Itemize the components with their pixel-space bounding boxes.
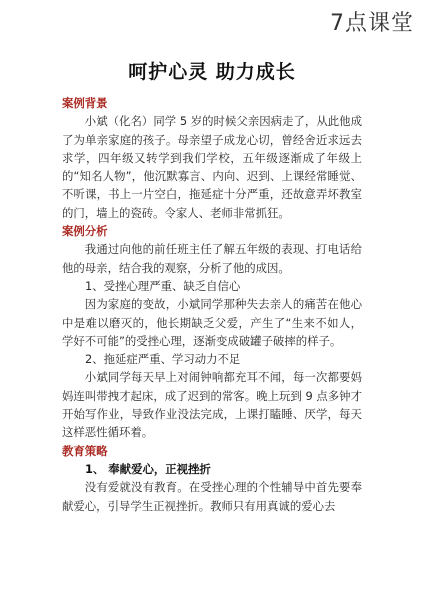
paragraph: 小斌（化名）同学 5 岁的时候父亲因病走了，从此他成了为单亲家庭的孩子。母亲望子成龙心切，曾经舍近求远去求学，四年级又转学到我们学校，五年级逐渐成了年级上的“知名人物”，他沉默寡言、内向、迟到、上课经常睡觉、不听课，书上一片空白，拖延症十分严重，还故意弄坏教室的门，墙上的瓷砖。令家人、老师非常抓狂。 — [62, 114, 362, 220]
paragraph: 小斌同学每天早上对闹钟响都充耳不闻，每一次都要妈妈连叫带拽才起床，成了迟到的常客。晚上玩到 9 点多钟才开始写作业，导致作业没法完成，上课打瞌睡、厌学，每天这样恶性循环着。 — [62, 370, 362, 440]
document-title: 呵护心灵 助力成长 — [128, 61, 296, 83]
subheading: 1、受挫心理严重、缺乏自信心 — [85, 278, 241, 293]
section-heading-strategy: 教育策略 — [62, 443, 108, 458]
section-heading-background: 案例背景 — [62, 96, 108, 110]
watermark: 7点课堂 — [330, 11, 414, 36]
document-body — [62, 94, 362, 515]
paragraph: 我通过向他的前任班主任了解五年级的表现、打电话给他的母亲，结合我的观察，分析了他的成因。 — [62, 242, 362, 275]
subheading: 2、拖延症严重、学习动力不足 — [85, 352, 241, 367]
subheading: 1、 奉献爱心，正视挫折 — [85, 461, 211, 476]
paragraph: 因为家庭的变故，小斌同学那种失去亲人的痛苦在他心中是难以磨灭的，他长期缺乏父爱，产生了“生来不如人，学好不可能”的受挫心理，逐渐变成破罐子破摔的样子。 — [62, 297, 362, 348]
paragraph: 没有爱就没有教育。在受挫心理的个性辅导中首先要奉献爱心，引导学生正视挫折。教师只有用真诚的爱心去 — [62, 480, 362, 513]
section-heading-analysis: 案例分析 — [62, 224, 108, 239]
